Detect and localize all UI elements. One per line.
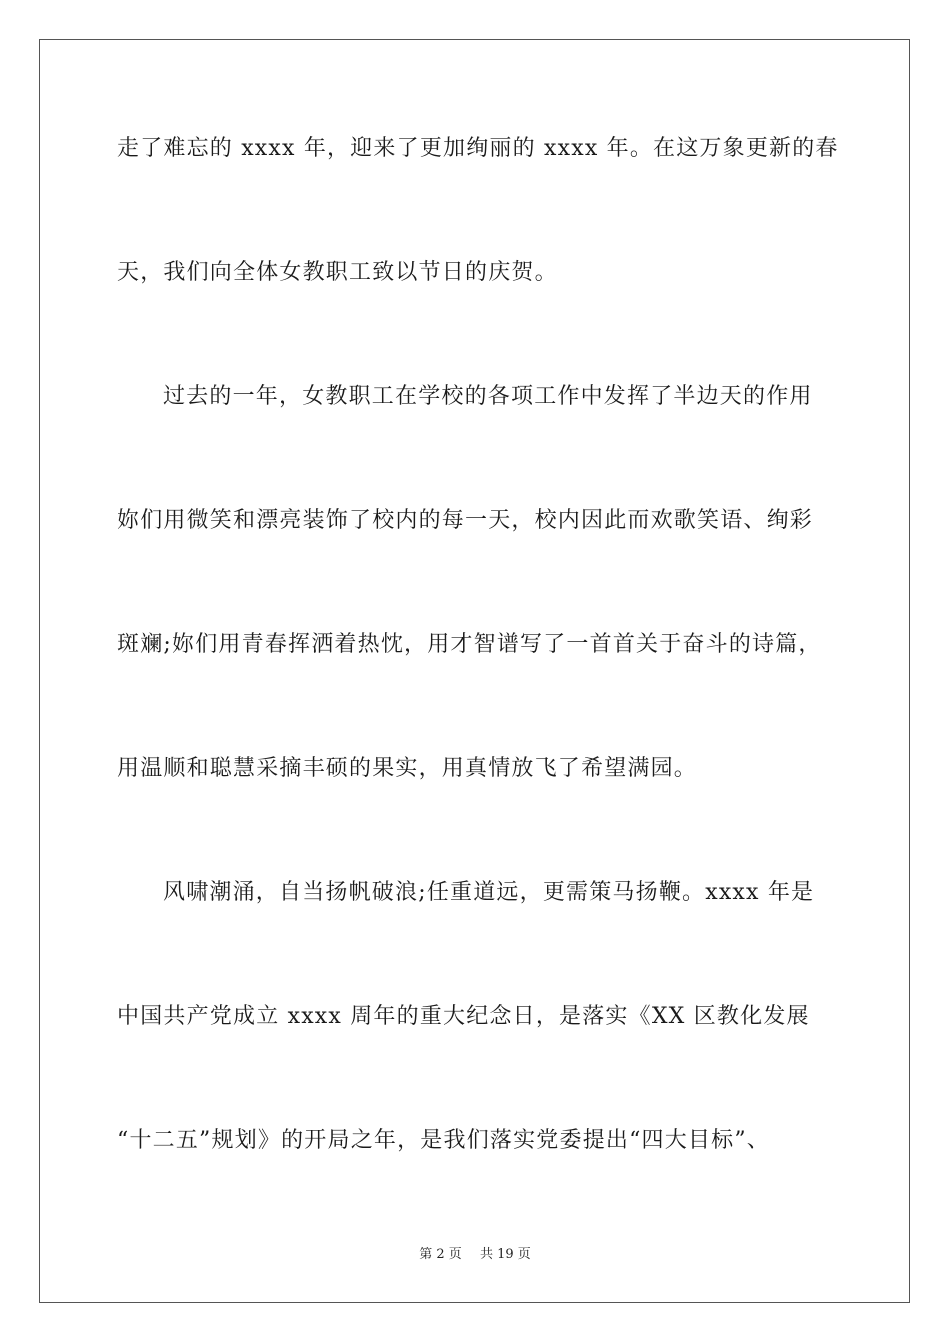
text-line-3: 过去的一年，女教职工在学校的各项工作中发挥了半边天的作用	[163, 384, 813, 409]
page-border	[39, 39, 910, 1303]
page-total: 共 19 页	[479, 1247, 531, 1262]
text-line-5: 斑斓;妳们用青春挥洒着热忱，用才智谱写了一首首关于奋斗的诗篇，	[117, 632, 822, 657]
text-line-1: 走了难忘的 xxxx 年，迎来了更加绚丽的 xxxx 年。在这万象更新的春	[117, 136, 839, 161]
page-number: 第 2 页	[419, 1247, 462, 1262]
text-line-9: “十二五”规划》的开局之年，是我们落实党委提出“四大目标”、	[117, 1128, 770, 1153]
text-line-2: 天，我们向全体女教职工致以节日的庆贺。	[117, 260, 558, 285]
page-footer	[0, 1246, 950, 1264]
text-line-6: 用温顺和聪慧采摘丰硕的果实，用真情放飞了希望满园。	[117, 756, 698, 781]
text-line-7: 风啸潮涌，自当扬帆破浪;任重道远，更需策马扬鞭。xxxx 年是	[163, 880, 815, 905]
text-line-4: 妳们用微笑和漂亮装饰了校内的每一天，校内因此而欢歌笑语、绚彩	[117, 508, 814, 533]
text-line-8: 中国共产党成立 xxxx 周年的重大纪念日，是落实《XX 区教化发展	[117, 1004, 810, 1029]
